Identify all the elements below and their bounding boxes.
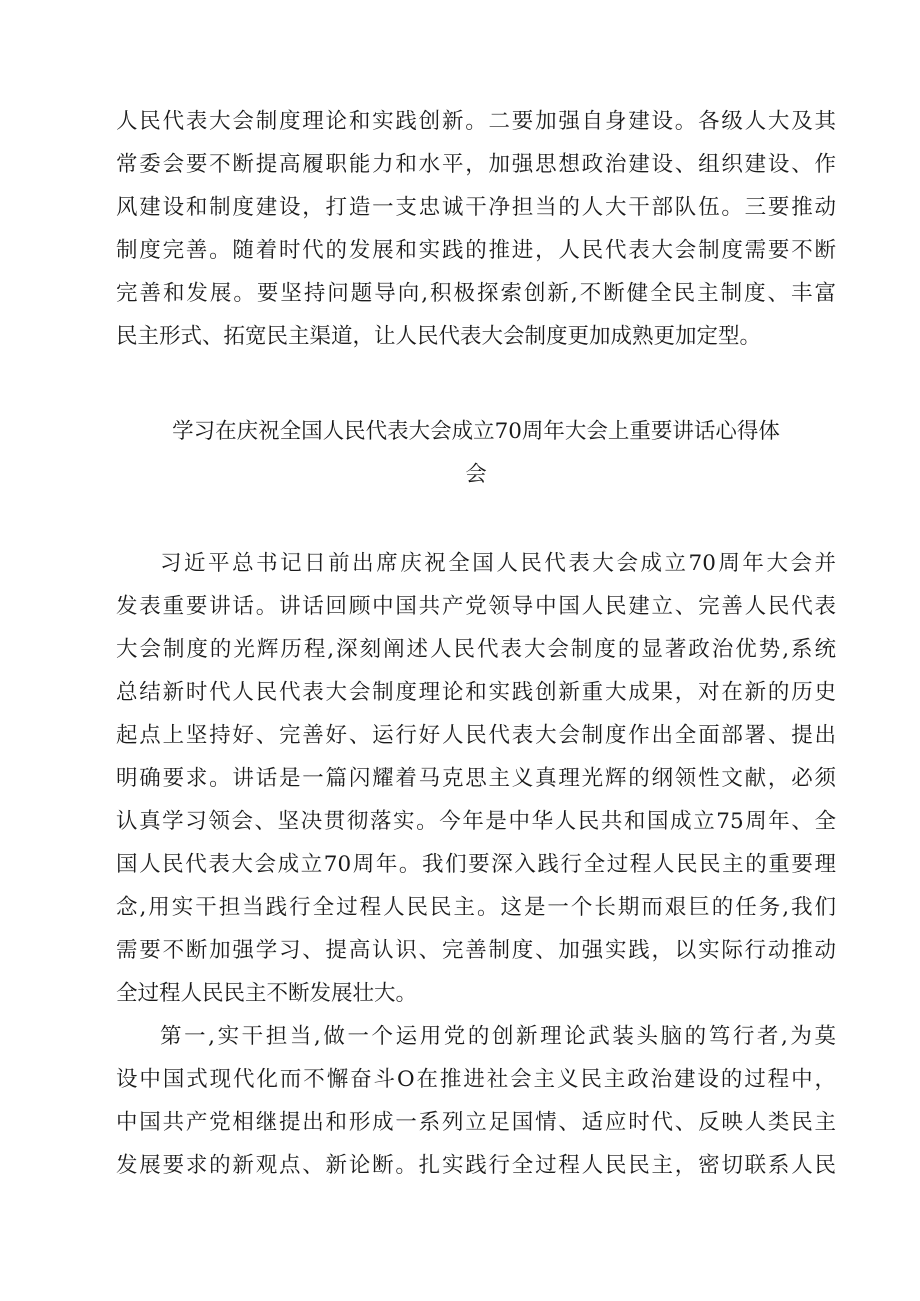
text-line: 中国共产党相继提出和形成一系列立足国情、适应时代、反映人类民主 bbox=[116, 1110, 836, 1135]
text-line: 制度完善。随着时代的发展和实践的推进，人民代表大会制度需要不断 bbox=[116, 238, 836, 263]
text-line: 发表重要讲话。讲话回顾中国共产党领导中国人民建立、完善人民代表 bbox=[116, 594, 836, 619]
text-line: 大会制度的光辉历程,深刻阐述人民代表大会制度的显著政治优势,系统 bbox=[116, 637, 836, 662]
text-line: 设中国式现代化而不懈奋斗O在推进社会主义民主政治建设的过程中， bbox=[116, 1067, 836, 1092]
text-line: 民主形式、拓宽民主渠道，让人民代表大会制度更加成熟更加定型。 bbox=[116, 324, 762, 349]
text-line: 明确要求。讲话是一篇闪耀着马克思主义真理光辉的纲领性文献，必须 bbox=[116, 766, 836, 791]
text-line: 认真学习领会、坚决贯彻落实。今年是中华人民共和国成立75周年、全 bbox=[116, 809, 836, 834]
text-line: 发展要求的新观点、新论断。扎实践行全过程人民民主，密切联系人民 bbox=[116, 1153, 836, 1178]
text-line: 习近平总书记日前出席庆祝全国人民代表大会成立70周年大会并 bbox=[160, 551, 836, 576]
text-line: 全过程人民民主不断发展壮大。 bbox=[116, 981, 418, 1006]
text-line: 完善和发展。要坚持问题导向,积极探索创新,不断健全民主制度、丰富 bbox=[116, 281, 836, 306]
title-line: 会 bbox=[465, 462, 487, 487]
text-line: 人民代表大会制度理论和实践创新。二要加强自身建设。各级人大及其 bbox=[116, 109, 836, 134]
text-line: 国人民代表大会成立70周年。我们要深入践行全过程人民民主的重要理 bbox=[116, 852, 836, 877]
text-line: 常委会要不断提高履职能力和水平，加强思想政治建设、组织建设、作 bbox=[116, 152, 836, 177]
text-line: 风建设和制度建设，打造一支忠诚干净担当的人大干部队伍。三要推动 bbox=[116, 195, 836, 220]
title-line: 学习在庆祝全国人民代表大会成立70周年大会上重要讲话心得体 bbox=[172, 419, 780, 444]
text-line: 总结新时代人民代表大会制度理论和实践创新重大成果，对在新的历史 bbox=[116, 680, 836, 705]
text-line: 需要不断加强学习、提高认识、完善制度、加强实践，以实际行动推动 bbox=[116, 938, 836, 963]
text-line: 第一,实干担当,做一个运用党的创新理论武装头脑的笃行者,为莫 bbox=[160, 1024, 836, 1049]
text-line: 起点上坚持好、完善好、运行好人民代表大会制度作出全面部署、提出 bbox=[116, 723, 836, 748]
text-line: 念,用实干担当践行全过程人民民主。这是一个长期而艰巨的任务,我们 bbox=[116, 895, 836, 920]
